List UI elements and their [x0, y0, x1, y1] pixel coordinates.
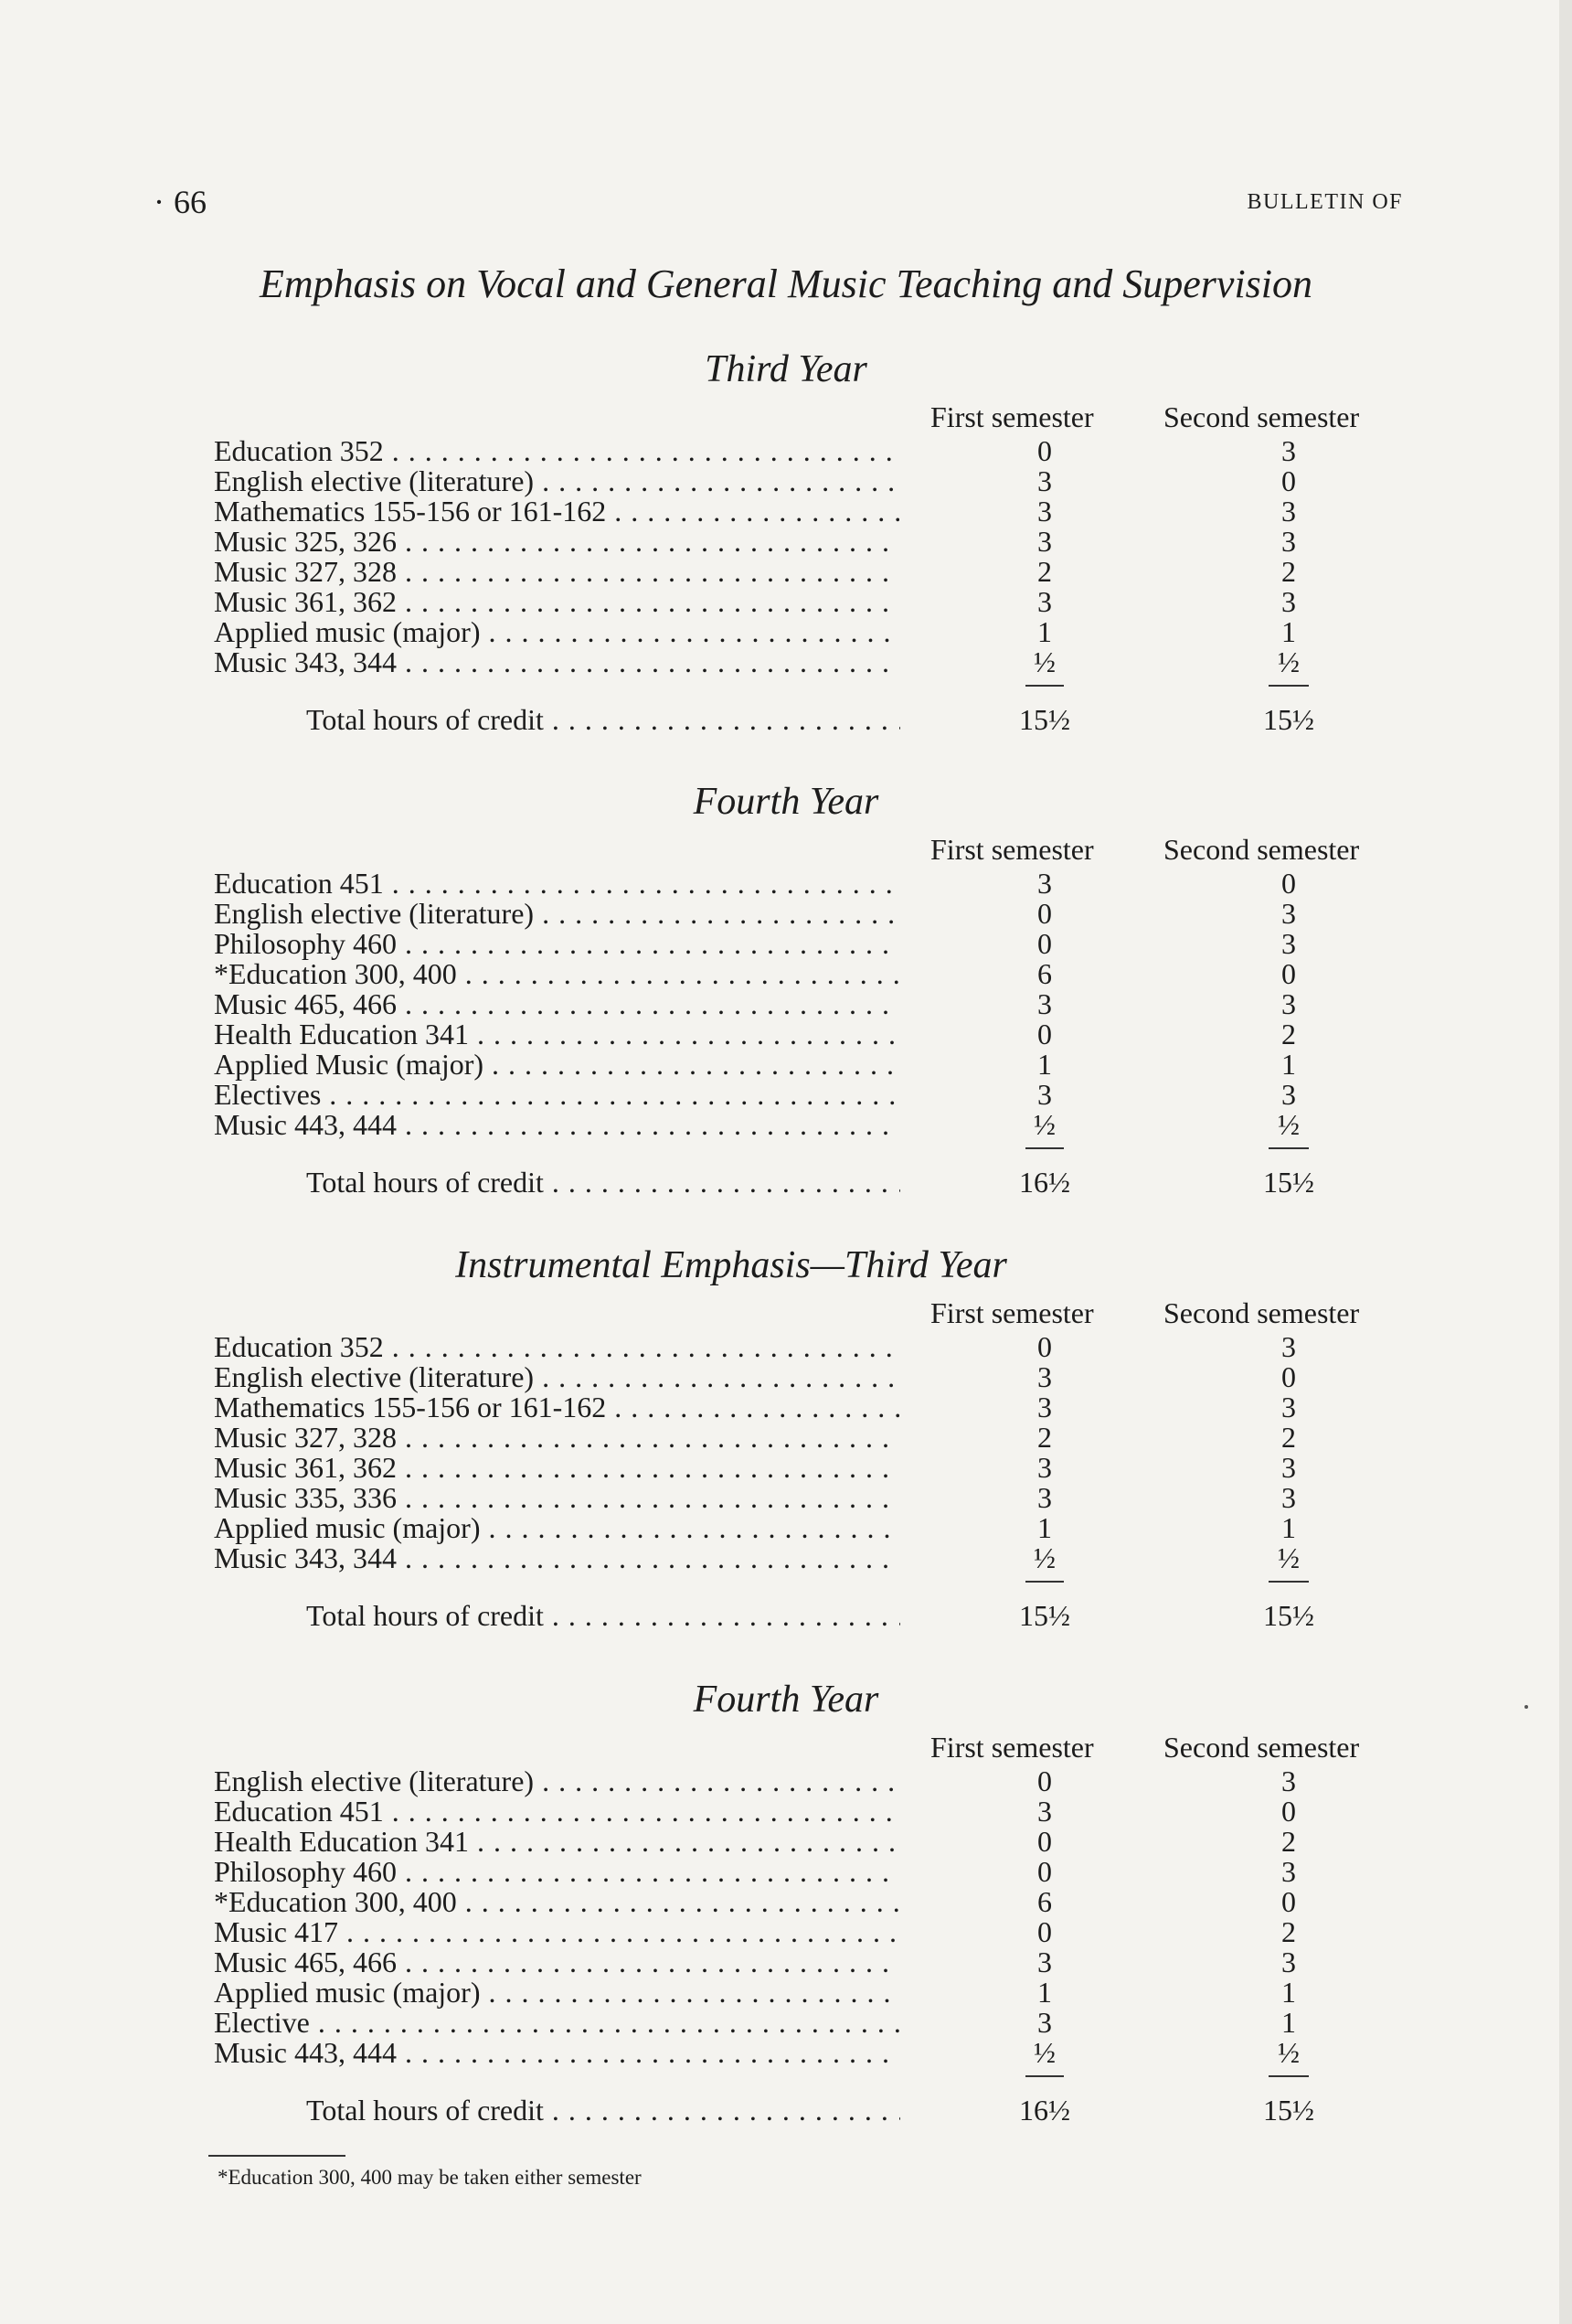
course-row [0, 1976, 1572, 2009]
second-semester-hours: 0 [1281, 464, 1296, 497]
footnote: *Education 300, 400 may be taken either semester [218, 2166, 642, 2189]
course-row [0, 1541, 1572, 1572]
total-row [0, 2094, 1572, 2130]
course-row [0, 555, 1572, 588]
course-row [0, 1330, 1572, 1363]
second-semester-hours: 0 [1281, 1885, 1296, 1918]
total-first-semester: 15½ [1019, 703, 1070, 736]
second-semester-hours: 3 [1281, 1391, 1296, 1423]
course-name: Mathematics 155-156 or 161-162 . . . [214, 1391, 899, 1424]
course-row [0, 585, 1572, 618]
total-second-semester: 15½ [1263, 2094, 1314, 2127]
second-semester-hours: 1 [1281, 1048, 1296, 1081]
course-name: English elective (literature) . . . [214, 897, 899, 931]
course-row [0, 1481, 1572, 1514]
second-semester-hours: ½ [1278, 645, 1300, 678]
second-semester-hours: 3 [1281, 1078, 1296, 1111]
first-semester-hours: 3 [1037, 1946, 1052, 1978]
first-semester-hours: 6 [1037, 1885, 1052, 1918]
second-semester-hours: 3 [1281, 434, 1296, 467]
course-row [0, 464, 1572, 495]
page-header [174, 183, 1403, 229]
course-row [0, 2036, 1572, 2069]
first-semester-hours: 3 [1037, 1360, 1052, 1393]
course-row [0, 1078, 1572, 1111]
page-speck [1524, 1705, 1528, 1709]
first-semester-hours: 0 [1037, 1915, 1052, 1948]
column-header-second-semester: Second semester [1163, 833, 1360, 866]
section-title: Instrumental Emphasis—Third Year [455, 1244, 1007, 1286]
column-header-second-semester: Second semester [1163, 1731, 1360, 1764]
course-row [0, 987, 1572, 1018]
course-name: Health Education 341 . . . [214, 1825, 899, 1859]
second-semester-hours: 1 [1281, 2006, 1296, 2039]
course-list [0, 1330, 1572, 1572]
second-semester-hours: 0 [1281, 867, 1296, 900]
sum-rule [1269, 685, 1309, 687]
second-semester-hours: 3 [1281, 897, 1296, 930]
course-row [0, 1511, 1572, 1544]
first-semester-hours: 3 [1037, 585, 1052, 618]
second-semester-hours: 1 [1281, 1511, 1296, 1544]
course-row [0, 2006, 1572, 2039]
second-semester-hours: 3 [1281, 585, 1296, 618]
first-semester-hours: 0 [1037, 434, 1052, 467]
first-semester-hours: 0 [1037, 1825, 1052, 1858]
second-semester-hours: 3 [1281, 1481, 1296, 1514]
course-name: Philosophy 460 . . . [214, 927, 899, 961]
course-row [0, 1421, 1572, 1454]
second-semester-hours: 2 [1281, 1825, 1296, 1858]
course-name: Music 417 . . . [214, 1915, 899, 1949]
course-row [0, 867, 1572, 900]
course-name: Elective . . . [214, 2006, 899, 2040]
first-semester-hours: 3 [1037, 1078, 1052, 1111]
course-name: Applied Music (major) . . . [214, 1048, 899, 1082]
second-semester-hours: 3 [1281, 1764, 1296, 1797]
course-row [0, 1048, 1572, 1081]
course-name: *Education 300, 400 . . . [214, 1885, 899, 1919]
total-row [0, 1166, 1572, 1202]
course-name: Music 343, 344 . . . [214, 1541, 899, 1575]
sum-rule [1269, 1147, 1309, 1149]
second-semester-hours: 1 [1281, 615, 1296, 648]
course-name: *Education 300, 400 . . . [214, 957, 899, 991]
total-row [0, 703, 1572, 740]
first-semester-hours: 0 [1037, 1764, 1052, 1797]
course-row [0, 434, 1572, 467]
column-header-second-semester: Second semester [1163, 400, 1360, 433]
first-semester-hours: 1 [1037, 1976, 1052, 2009]
second-semester-hours: 3 [1281, 495, 1296, 528]
first-semester-hours: 2 [1037, 555, 1052, 588]
second-semester-hours: 0 [1281, 1360, 1296, 1393]
course-name: Music 361, 362 . . . [214, 1451, 899, 1485]
course-name: Health Education 341 . . . [214, 1018, 899, 1051]
running-head: BULLETIN OF [1247, 190, 1403, 214]
course-list [0, 867, 1572, 1141]
course-row [0, 645, 1572, 676]
course-name: Education 451 . . . [214, 867, 899, 901]
course-name: Philosophy 460 . . . [214, 1855, 899, 1889]
column-header-second-semester: Second semester [1163, 1296, 1360, 1329]
course-row [0, 1360, 1572, 1391]
first-semester-hours: 3 [1037, 464, 1052, 497]
first-semester-hours: 0 [1037, 897, 1052, 930]
course-name: English elective (literature) . . . [214, 1764, 899, 1798]
course-name: Music 335, 336 . . . [214, 1481, 899, 1515]
course-row [0, 1451, 1572, 1484]
total-label: Total hours of credit . . . [306, 2094, 900, 2127]
total-first-semester: 16½ [1019, 1166, 1070, 1199]
course-name: English elective (literature) . . . [214, 1360, 899, 1394]
course-name: Music 327, 328 . . . [214, 1421, 899, 1455]
second-semester-hours: ½ [1278, 1108, 1300, 1141]
course-name: English elective (literature) . . . [214, 464, 899, 498]
first-semester-hours: 3 [1037, 1795, 1052, 1828]
course-name: Music 343, 344 . . . [214, 645, 899, 679]
second-semester-hours: 3 [1281, 927, 1296, 960]
course-list [0, 434, 1572, 676]
total-label: Total hours of credit . . . [306, 703, 900, 737]
second-semester-hours: ½ [1278, 2036, 1300, 2069]
course-row [0, 615, 1572, 648]
course-name: Music 325, 326 . . . [214, 525, 899, 559]
footnote-rule [208, 2155, 345, 2157]
first-semester-hours: 1 [1037, 615, 1052, 648]
second-semester-hours: 0 [1281, 957, 1296, 990]
first-semester-hours: 3 [1037, 2006, 1052, 2039]
first-semester-hours: ½ [1034, 1541, 1056, 1574]
sum-rule [1025, 685, 1064, 687]
sum-rule [1025, 2075, 1064, 2077]
section-title: Third Year [705, 348, 867, 390]
course-row [0, 495, 1572, 528]
section-title: Fourth Year [693, 1679, 879, 1721]
first-semester-hours: ½ [1034, 645, 1056, 678]
course-name: Education 352 . . . [214, 434, 899, 468]
main-title: Emphasis on Vocal and General Music Teaching and Supervision [259, 261, 1313, 306]
total-row [0, 1599, 1572, 1636]
course-row [0, 1108, 1572, 1141]
course-name: Education 352 . . . [214, 1330, 899, 1364]
course-name: Applied music (major) . . . [214, 615, 899, 649]
first-semester-hours: 3 [1037, 1481, 1052, 1514]
first-semester-hours: 0 [1037, 1018, 1052, 1050]
course-row [0, 927, 1572, 960]
column-header-first-semester: First semester [930, 833, 1094, 866]
course-name: Music 361, 362 . . . [214, 585, 899, 619]
first-semester-hours: 2 [1037, 1421, 1052, 1454]
column-header-first-semester: First semester [930, 1296, 1094, 1329]
course-name: Music 443, 444 . . . [214, 1108, 899, 1142]
first-semester-hours: 3 [1037, 495, 1052, 528]
first-semester-hours: 1 [1037, 1511, 1052, 1544]
course-name: Music 443, 444 . . . [214, 2036, 899, 2070]
second-semester-hours: 0 [1281, 1795, 1296, 1828]
course-name: Education 451 . . . [214, 1795, 899, 1828]
course-row [0, 1885, 1572, 1918]
course-row [0, 1946, 1572, 1976]
course-row [0, 1855, 1572, 1888]
first-semester-hours: 0 [1037, 1330, 1052, 1363]
course-list [0, 1764, 1572, 2069]
sum-rule [1025, 1581, 1064, 1583]
second-semester-hours: 3 [1281, 1855, 1296, 1888]
column-header-first-semester: First semester [930, 400, 1094, 433]
course-row [0, 1915, 1572, 1946]
second-semester-hours: 3 [1281, 1946, 1296, 1978]
second-semester-hours: 3 [1281, 525, 1296, 558]
section-title: Fourth Year [693, 781, 879, 823]
second-semester-hours: 1 [1281, 1976, 1296, 2009]
course-row [0, 525, 1572, 558]
course-name: Mathematics 155-156 or 161-162 . . . [214, 495, 899, 528]
course-name: Music 465, 466 . . . [214, 1946, 899, 1979]
first-semester-hours: 0 [1037, 1855, 1052, 1888]
page-number: · 66 [174, 183, 207, 221]
total-first-semester: 16½ [1019, 2094, 1070, 2127]
first-semester-hours: 3 [1037, 525, 1052, 558]
sum-rule [1269, 1581, 1309, 1583]
course-row [0, 1825, 1572, 1858]
course-name: Electives . . . [214, 1078, 899, 1112]
total-label: Total hours of credit . . . [306, 1599, 900, 1633]
course-name: Applied music (major) . . . [214, 1511, 899, 1545]
total-second-semester: 15½ [1263, 1599, 1314, 1632]
second-semester-hours: 3 [1281, 1451, 1296, 1484]
column-header-first-semester: First semester [930, 1731, 1094, 1764]
first-semester-hours: ½ [1034, 1108, 1056, 1141]
total-label: Total hours of credit . . . [306, 1166, 900, 1199]
sum-rule [1269, 2075, 1309, 2077]
course-row [0, 957, 1572, 990]
total-first-semester: 15½ [1019, 1599, 1070, 1632]
first-semester-hours: 0 [1037, 927, 1052, 960]
total-second-semester: 15½ [1263, 703, 1314, 736]
course-name: Music 465, 466 . . . [214, 987, 899, 1021]
first-semester-hours: 3 [1037, 1451, 1052, 1484]
first-semester-hours: 3 [1037, 867, 1052, 900]
first-semester-hours: ½ [1034, 2036, 1056, 2069]
second-semester-hours: 2 [1281, 555, 1296, 588]
second-semester-hours: 2 [1281, 1018, 1296, 1050]
sum-rule [1025, 1147, 1064, 1149]
course-row [0, 1018, 1572, 1048]
course-row [0, 897, 1572, 930]
first-semester-hours: 3 [1037, 1391, 1052, 1423]
first-semester-hours: 1 [1037, 1048, 1052, 1081]
total-second-semester: 15½ [1263, 1166, 1314, 1199]
second-semester-hours: 2 [1281, 1421, 1296, 1454]
second-semester-hours: 3 [1281, 987, 1296, 1020]
first-semester-hours: 6 [1037, 957, 1052, 990]
course-row [0, 1391, 1572, 1421]
course-row [0, 1795, 1572, 1828]
second-semester-hours: 3 [1281, 1330, 1296, 1363]
course-name: Applied music (major) . . . [214, 1976, 899, 2010]
first-semester-hours: 3 [1037, 987, 1052, 1020]
second-semester-hours: 2 [1281, 1915, 1296, 1948]
course-row [0, 1764, 1572, 1795]
second-semester-hours: ½ [1278, 1541, 1300, 1574]
course-name: Music 327, 328 . . . [214, 555, 899, 589]
